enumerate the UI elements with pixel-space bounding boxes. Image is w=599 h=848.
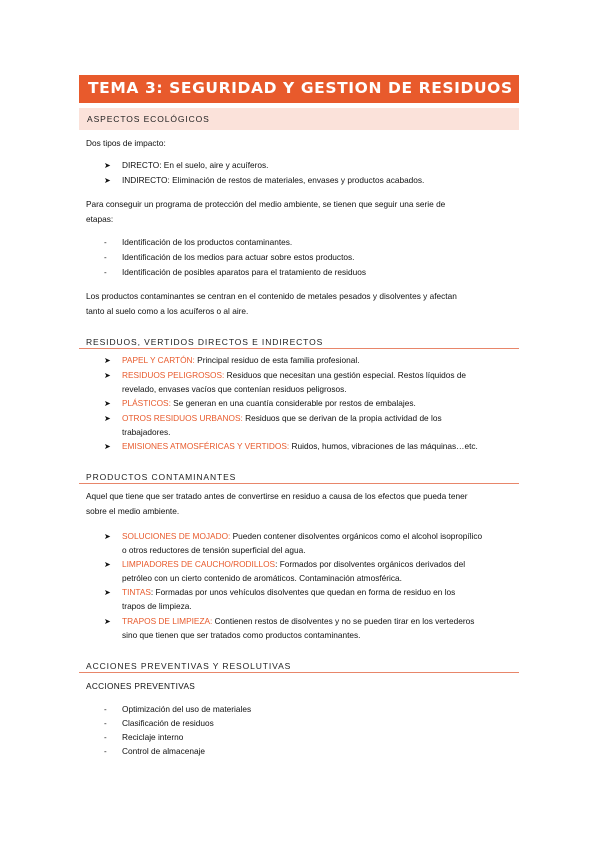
section-heading-productos: PRODUCTOS CONTAMINANTES [86,472,237,482]
arrow-bullet-icon: ➤ [104,161,111,170]
list-item: Clasificación de residuos [122,718,214,728]
title-banner [79,75,519,103]
bullet-plasticos: PLÁSTICOS: Se generan en una cuantía considerable por restos de embalajes. [122,398,416,408]
arrow-bullet-icon: ➤ [104,442,111,451]
dash-bullet: - [104,268,107,277]
arrow-bullet-icon: ➤ [104,414,111,423]
list-item: Identificación de posibles aparatos para el tratamiento de residuos [122,267,366,277]
bullet-emisiones: EMISIONES ATMOSFÉRICAS Y VERTIDOS: Ruidos, humos, vibraciones de las máquinas…etc. [122,441,478,451]
bullet-limpiadores: LIMPIADORES DE CAUCHO/RODILLOS: Formados por disolventes orgánicos derivados del [122,559,466,569]
section-divider [79,672,519,673]
bullet-indirecto: INDIRECTO: Eliminación de restos de materiales, envases y productos acabados. [122,175,425,185]
arrow-bullet-icon: ➤ [104,560,111,569]
dash-bullet: - [104,705,107,714]
arrow-bullet-icon: ➤ [104,399,111,408]
section-heading-acciones: ACCIONES PREVENTIVAS Y RESOLUTIVAS [86,661,292,671]
paragraph-line: tanto al suelo como a los acuíferos o al aire. [86,306,249,316]
section-divider [79,483,519,484]
bullet-papel: PAPEL Y CARTÓN: Principal residuo de esta familia profesional. [122,355,360,365]
dash-bullet: - [104,253,107,262]
list-item: Identificación de los medios para actuar sobre estos productos. [122,252,355,262]
subheading-preventivas: ACCIONES PREVENTIVAS [86,681,196,691]
bullet-trapos: TRAPOS DE LIMPIEZA: Contienen restos de disolventes y no se pueden tirar en los vertederos [122,616,475,626]
arrow-bullet-icon: ➤ [104,532,111,541]
bullet-peligrosos: RESIDUOS PELIGROSOS: Residuos que necesitan una gestión especial. Restos líquidos de [122,370,467,380]
list-item: Identificación de los productos contaminantes. [122,237,293,247]
list-item: Optimización del uso de materiales [122,704,252,714]
arrow-bullet-icon: ➤ [104,356,111,365]
dash-bullet: - [104,719,107,728]
arrow-bullet-icon: ➤ [104,176,111,185]
paragraph-line: Aquel que tiene que ser tratado antes de convertirse en residuo a causa de los efectos que pueda tener [86,491,468,501]
bullet-urbanos: OTROS RESIDUOS URBANOS: Residuos que se derivan de la propia actividad de los [122,413,442,423]
bullet-continuation: petróleo con un cierto contenido de aromáticos. Contaminación atmosférica. [122,573,402,583]
page-title: TEMA 3: SEGURIDAD Y GESTION DE RESIDUOS [88,79,513,97]
bullet-continuation: trabajadores. [122,427,171,437]
section-divider [79,348,519,349]
section-heading-band [79,108,519,130]
paragraph-line: Para conseguir un programa de protección del medio ambiente, se tienen que seguir una serie de [86,199,446,209]
arrow-bullet-icon: ➤ [104,588,111,597]
dash-bullet: - [104,238,107,247]
bullet-continuation: o otros reductores de tensión superficial del agua. [122,545,306,555]
paragraph-line: Los productos contaminantes se centran en el contenido de metales pesados y disolventes y afectan [86,291,457,301]
list-item: Reciclaje interno [122,732,184,742]
section-heading-residuos: RESIDUOS, VERTIDOS DIRECTOS E INDIRECTOS [86,337,324,347]
list-item: Control de almacenaje [122,746,206,756]
bullet-continuation: sino que tienen que ser tratados como productos contaminantes. [122,630,361,640]
bullet-soluciones: SOLUCIONES DE MOJADO: Pueden contener disolventes orgánicos como el alcohol isopropílico [122,531,483,541]
bullet-directo: DIRECTO: En el suelo, aire y acuíferos. [122,160,269,170]
dash-bullet: - [104,747,107,756]
arrow-bullet-icon: ➤ [104,371,111,380]
paragraph-line: etapas: [86,214,114,224]
section-heading-aspectos: ASPECTOS ECOLÓGICOS [87,114,210,124]
paragraph-line: sobre el medio ambiente. [86,506,180,516]
aspectos-intro: Dos tipos de impacto: [86,138,166,148]
bullet-tintas: TINTAS: Formadas por unos vehículos disolventes que quedan en forma de residuo en los [122,587,456,597]
arrow-bullet-icon: ➤ [104,617,111,626]
bullet-continuation: trapos de limpieza. [122,601,192,611]
dash-bullet: - [104,733,107,742]
bullet-continuation: revelado, envases vacíos que contenían residuos peligrosos. [122,384,347,394]
